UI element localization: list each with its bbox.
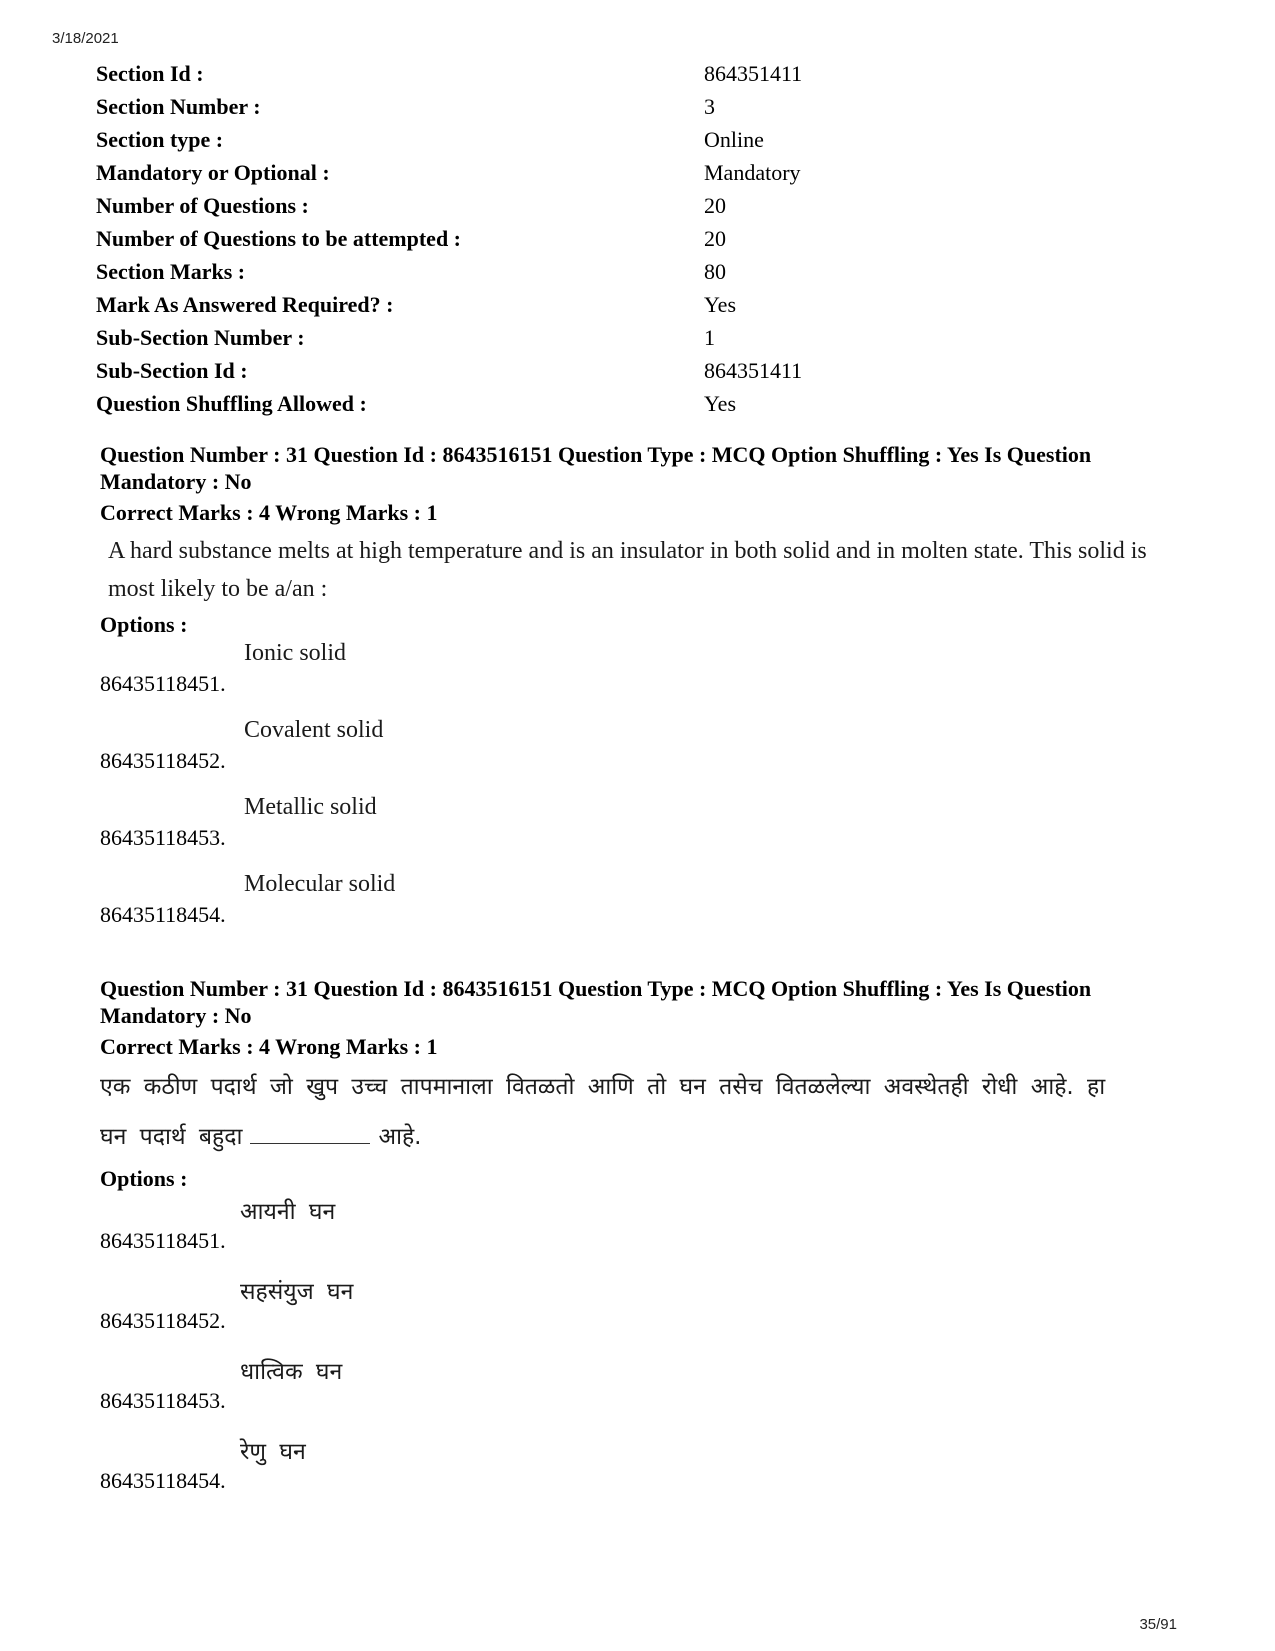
option-item [100,638,1180,715]
option-item [100,1192,1180,1272]
meta-label: Section type : [96,126,224,152]
meta-row [96,57,856,90]
option-item [100,792,1180,869]
option-text: Ionic solid [244,640,346,666]
print-date: 3/18/2021 [52,30,119,47]
question-text-segment: घन पदार्थ बहुदा [100,1124,243,1150]
meta-value: 3 [704,93,715,119]
option-id: 86435118454. [100,1468,226,1493]
meta-value: Online [704,126,764,152]
options-label: Options : [100,1166,188,1191]
question-text-line [100,1112,1180,1162]
option-id: 86435118452. [100,748,226,773]
question-header: Question Number : 31 Question Id : 8643516151 Question Type : MCQ Option Shuffling : Yes Is Question Mandatory : No [100,442,1092,494]
option-text: सहसंयुज घन [240,1279,354,1305]
option-text: धात्विक घन [240,1359,343,1385]
question-text [100,1062,1180,1162]
meta-value: Yes [704,391,737,417]
meta-value: 864351411 [704,60,803,86]
option-id: 86435118452. [100,1308,226,1333]
meta-value: 1 [704,325,715,351]
question-marks: Correct Marks : 4 Wrong Marks : 1 [100,500,438,525]
meta-value: 80 [704,259,726,285]
meta-label: Mandatory or Optional : [96,159,330,185]
fill-in-blank [250,1143,370,1144]
option-item [100,1272,1180,1352]
meta-label: Number of Questions to be attempted : [96,226,462,252]
meta-row [96,189,856,222]
section-meta-table [96,57,856,421]
meta-value: Yes [704,292,737,318]
meta-row [96,289,856,322]
meta-label: Section Id : [96,60,204,86]
option-id: 86435118451. [100,671,226,696]
question-marks: Correct Marks : 4 Wrong Marks : 1 [100,1034,438,1059]
meta-row [96,256,856,289]
meta-label: Number of Questions : [96,192,309,218]
options-list [100,638,1180,946]
meta-value: 864351411 [704,358,803,384]
meta-label: Section Marks : [96,259,246,285]
options-list [100,1192,1180,1512]
option-id: 86435118454. [100,902,226,927]
meta-row [96,156,856,189]
question-block-marathi [100,975,1180,1512]
option-item [100,1432,1180,1512]
meta-value: 20 [704,226,726,252]
meta-label: Section Number : [96,93,261,119]
meta-label: Mark As Answered Required? : [96,292,394,318]
option-item [100,715,1180,792]
option-item [100,1352,1180,1432]
meta-row [96,90,856,123]
meta-row [96,388,856,421]
meta-row [96,222,856,255]
page-number: 35/91 [1139,1616,1177,1633]
option-text: Covalent solid [244,717,384,743]
option-id: 86435118453. [100,825,226,850]
question-text-segment: आहे. [378,1124,422,1150]
meta-value: 20 [704,192,726,218]
meta-row [96,355,856,388]
option-id: 86435118453. [100,1388,226,1413]
option-id: 86435118451. [100,1228,226,1253]
meta-value: Mandatory [704,159,801,185]
option-text: Molecular solid [244,871,396,897]
meta-row [96,322,856,355]
question-text: A hard substance melts at high temperature and is an insulator in both solid and in molten state. This solid is most likely to be a/an : [108,538,1147,602]
question-block-english [100,441,1180,946]
question-header: Question Number : 31 Question Id : 8643516151 Question Type : MCQ Option Shuffling : Yes Is Question Mandatory : No [100,976,1092,1028]
meta-label: Question Shuffling Allowed : [96,391,367,417]
question-text-line: एक कठीण पदार्थ जो खुप उच्च तापमानाला वितळतो आणि तो घन तसेच वितळलेल्या अवस्थेतही रोधी आहे. हा [100,1074,1106,1100]
option-text: रेणु घन [240,1439,306,1465]
option-item [100,869,1180,946]
meta-row [96,123,856,156]
option-text: Metallic solid [244,794,377,820]
option-text: आयनी घन [240,1199,336,1225]
meta-label: Sub-Section Id : [96,358,248,384]
meta-label: Sub-Section Number : [96,325,305,351]
options-label: Options : [100,612,188,637]
